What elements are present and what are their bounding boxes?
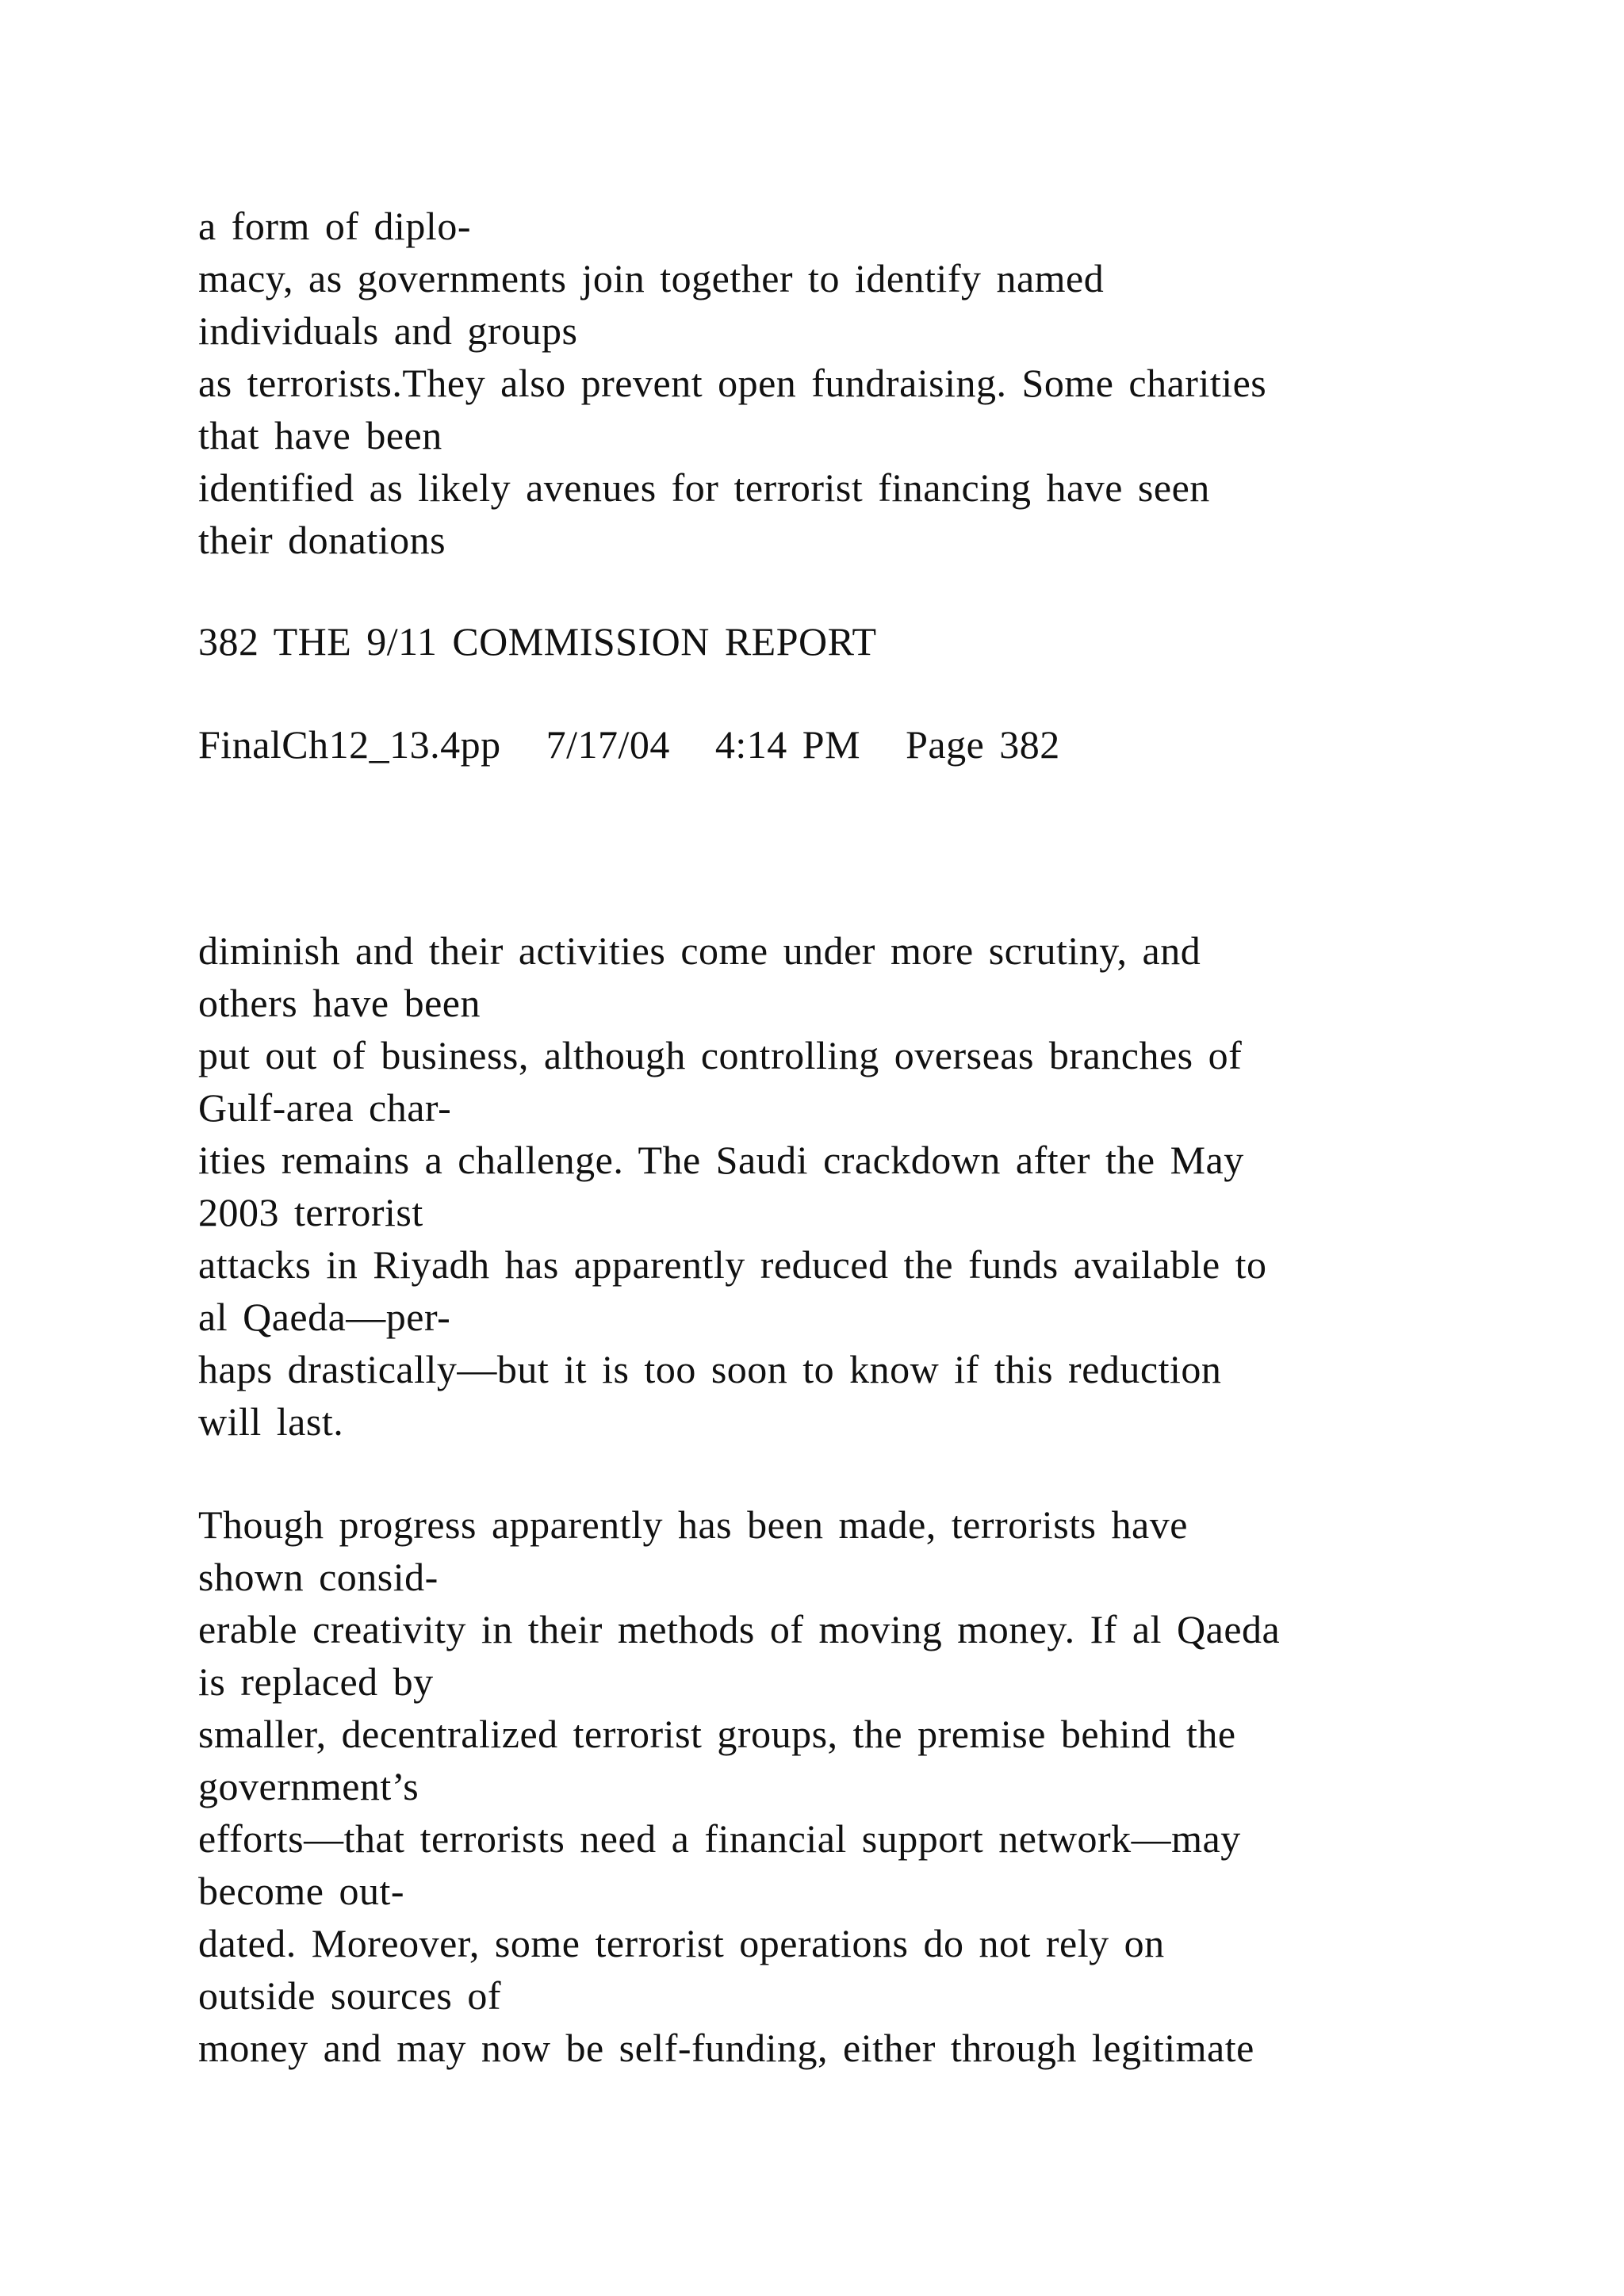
text-line: identified as likely avenues for terrorist financing have seen: [198, 465, 1210, 510]
text-line: become out-: [198, 1869, 405, 1913]
text-line: money and may now be self-funding, either through legitimate: [198, 2026, 1254, 2070]
text-line: erable creativity in their methods of moving money. If al Qaeda: [198, 1607, 1281, 1651]
text-line: macy, as governments join together to identify named: [198, 256, 1105, 300]
text-line: that have been: [198, 413, 442, 457]
text-line: dated. Moreover, some terrorist operations do not rely on: [198, 1921, 1165, 1965]
text-line: will last.: [198, 1399, 344, 1444]
text-line: individuals and groups: [198, 308, 578, 353]
text-line: Though progress apparently has been made, terrorists have: [198, 1502, 1188, 1547]
text-line: ities remains a challenge. The Saudi crackdown after the May: [198, 1138, 1244, 1182]
text-line: is replaced by: [198, 1659, 434, 1704]
text-line: government’s: [198, 1764, 419, 1808]
text-line: a form of diplo-: [198, 204, 471, 248]
text-line: their donations: [198, 518, 446, 562]
text-line: as terrorists.They also prevent open fundraising. Some charities: [198, 361, 1267, 405]
text-line: others have been: [198, 981, 481, 1025]
text-line: smaller, decentralized terrorist groups, the premise behind the: [198, 1712, 1236, 1756]
text-line: put out of business, although controlling overseas branches of: [198, 1033, 1243, 1077]
running-footer: 382 THE 9/11 COMMISSION REPORT: [198, 619, 877, 664]
text-line: shown consid-: [198, 1555, 439, 1599]
text-line: attacks in Riyadh has apparently reduced the funds available to: [198, 1242, 1267, 1287]
file-info: FinalCh12_13.4pp 7/17/04 4:14 PM Page 382: [198, 722, 1060, 767]
text-line: al Qaeda—per-: [198, 1295, 451, 1339]
text-line: diminish and their activities come under more scrutiny, and: [198, 928, 1201, 973]
text-line: Gulf-area char-: [198, 1085, 452, 1130]
text-line: outside sources of: [198, 1973, 502, 2018]
text-line: 2003 terrorist: [198, 1190, 423, 1234]
text-line: haps drastically—but it is too soon to know if this reduction: [198, 1347, 1222, 1391]
text-line: efforts—that terrorists need a financial support network—may: [198, 1816, 1241, 1861]
